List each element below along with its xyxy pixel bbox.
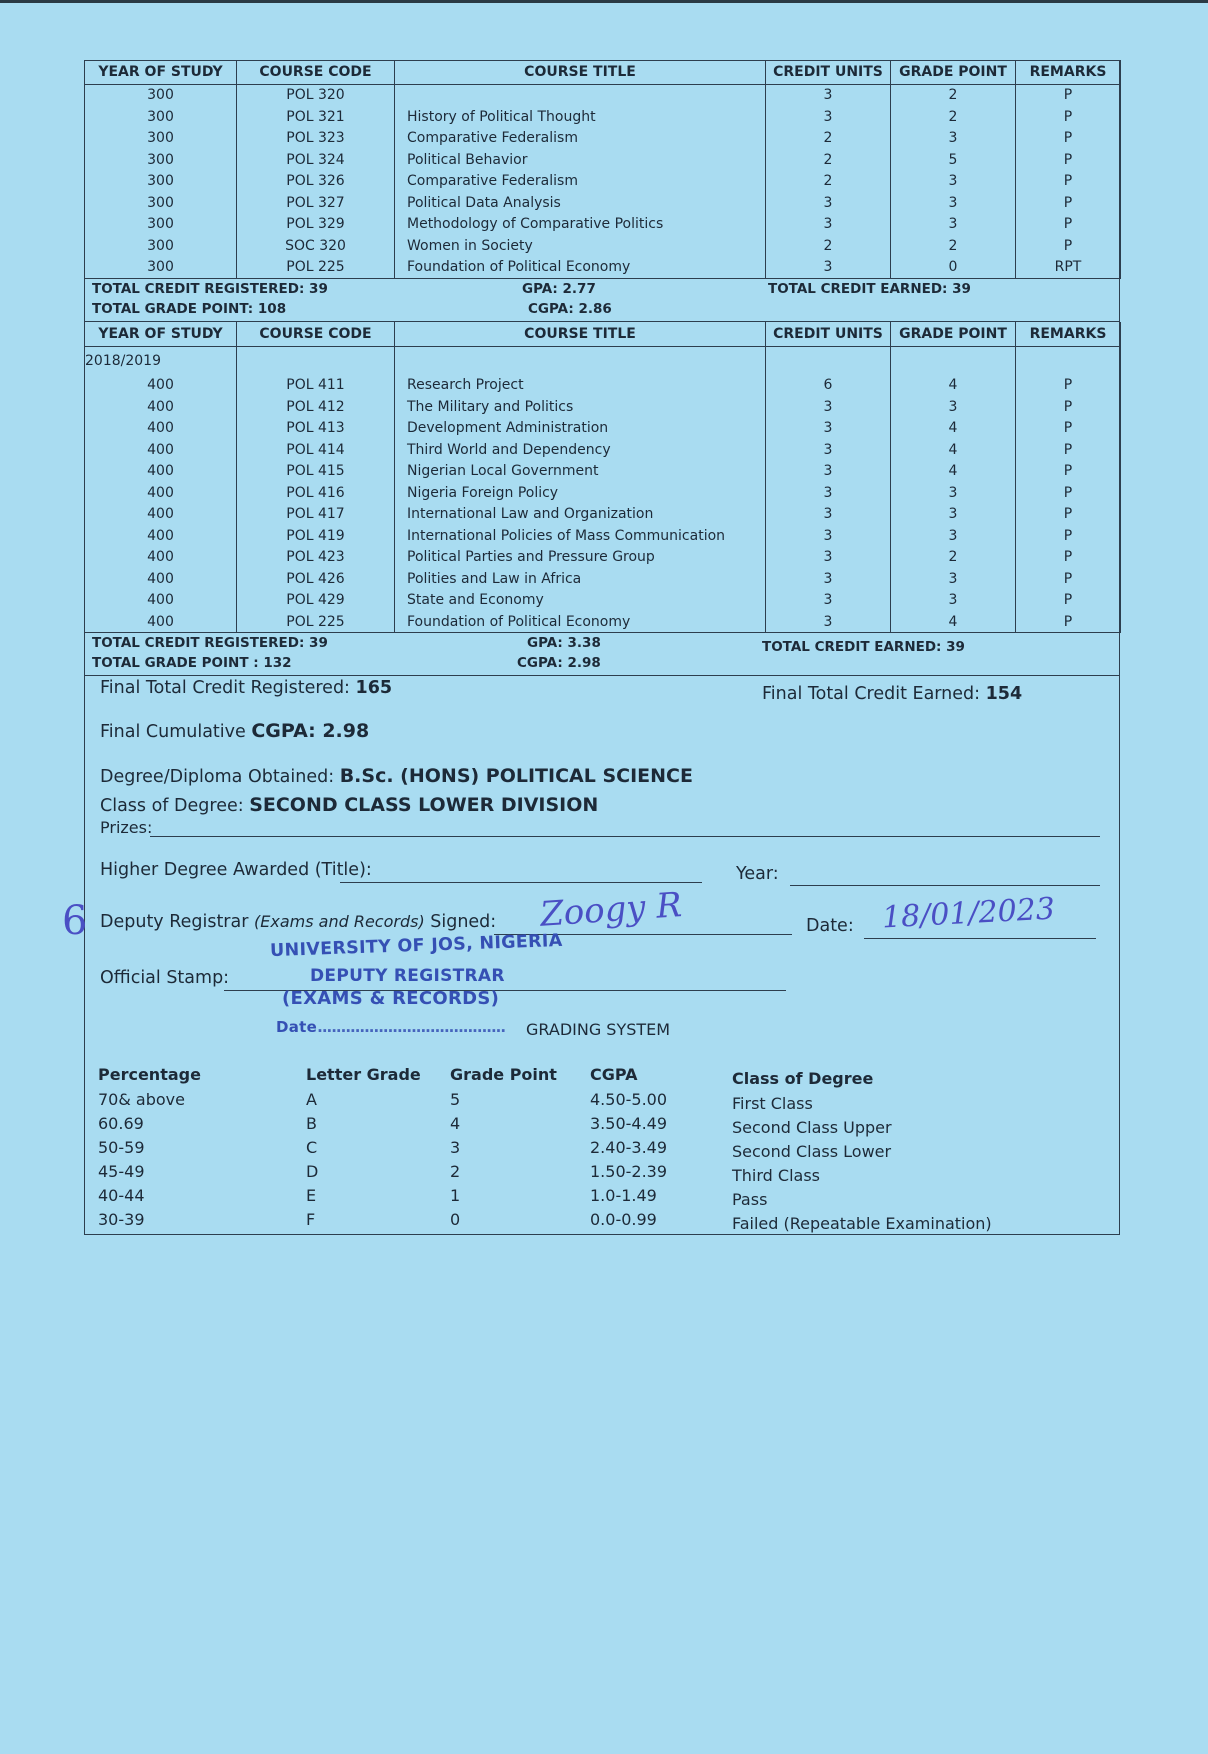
degree-obtained: Degree/Diploma Obtained: B.Sc. (HONS) POLITICAL SCIENCE [100,765,693,787]
course-title: The Military and Politics [395,397,766,419]
total-grade-point: TOTAL GRADE POINT: 108 [92,301,287,317]
total-credit-registered: TOTAL CREDIT REGISTERED: 39 [92,635,328,651]
course-row [85,440,1121,462]
course-title: Foundation of Political Economy [395,257,766,279]
remark: P [1016,612,1121,634]
course-title: International Law and Organization [395,504,766,526]
header-gp: GRADE POINT [891,322,1016,347]
course-row [85,214,1121,236]
grade-point: 2 [891,236,1016,258]
course-year: 400 [85,547,237,569]
total-credit-earned: TOTAL CREDIT EARNED: 39 [762,639,965,655]
grading-cell-class-of-degree: Failed (Repeatable Examination) [732,1214,992,1233]
final-credit-registered: Final Total Credit Registered: 165 [100,678,393,698]
course-year: 300 [85,193,237,215]
remark: P [1016,214,1121,236]
grade-point: 3 [891,193,1016,215]
grading-cell-percentage: 40-44 [98,1186,145,1205]
grade-point: 5 [891,150,1016,172]
grading-col-percentage [98,1062,201,1232]
course-year: 400 [85,440,237,462]
grading-cell-percentage: 70& above [98,1090,185,1109]
results-table-300-level [84,60,1121,279]
results-table-400-level [84,322,1121,633]
grading-header-percentage: Percentage [98,1065,201,1084]
header-title: COURSE TITLE [395,322,766,347]
course-year: 300 [85,171,237,193]
credit-units: 3 [766,504,891,526]
course-code: POL 329 [237,214,395,236]
course-year: 300 [85,107,237,129]
date-label: Date: [806,916,854,936]
grading-cell-cgpa-range: 1.50-2.39 [590,1162,668,1181]
grading-col-letter-grade [306,1062,421,1232]
grading-col-cgpa-range [590,1062,667,1232]
stamp-university: UNIVERSITY OF JOS, NIGERIA [269,930,563,962]
header-gp: GRADE POINT [891,60,1016,85]
course-code: POL 324 [237,150,395,172]
course-row [85,128,1121,150]
stamp-deputy-registrar: DEPUTY REGISTRAR [310,966,505,986]
course-title: Third World and Dependency [395,440,766,462]
course-row [85,171,1121,193]
session-row [85,347,1121,376]
grade-point: 2 [891,107,1016,129]
course-code: POL 414 [237,440,395,462]
total-credit-earned: TOTAL CREDIT EARNED: 39 [768,281,971,297]
header-units: CREDIT UNITS [766,60,891,85]
grading-cell-cgpa-range: 3.50-4.49 [590,1114,668,1133]
course-row [85,257,1121,279]
credit-units: 3 [766,526,891,548]
grade-point: 3 [891,483,1016,505]
credit-units: 3 [766,590,891,612]
grading-cell-cgpa-range: 1.0-1.49 [590,1186,657,1205]
course-year: 400 [85,526,237,548]
remark: P [1016,236,1121,258]
grading-cell-cgpa-range: 0.0-0.99 [590,1210,657,1229]
course-code: POL 321 [237,107,395,129]
registrar-label: Deputy Registrar (Exams and Records) Signed: [100,912,497,932]
course-title: History of Political Thought [395,107,766,129]
grading-cell-letter-grade: E [306,1186,317,1205]
course-year: 400 [85,418,237,440]
course-code: POL 225 [237,257,395,279]
credit-units: 3 [766,547,891,569]
course-code: POL 411 [237,375,395,397]
higher-degree-line [340,882,702,883]
remark: P [1016,440,1121,462]
course-code: POL 323 [237,128,395,150]
course-title: International Policies of Mass Communication [395,526,766,548]
prizes-label: Prizes: [100,818,153,837]
header-remarks: REMARKS [1016,60,1121,85]
grade-point: 0 [891,257,1016,279]
course-year: 300 [85,150,237,172]
credit-units: 2 [766,128,891,150]
credit-units: 3 [766,85,891,107]
final-credit-earned: Final Total Credit Earned: 154 [762,684,1023,704]
remark: P [1016,547,1121,569]
course-title: Research Project [395,375,766,397]
prizes-line [150,836,1100,837]
course-title: Foundation of Political Economy [395,612,766,634]
course-code: POL 326 [237,171,395,193]
course-code: POL 429 [237,590,395,612]
grading-cell-letter-grade: C [306,1138,318,1157]
grading-cell-percentage: 60.69 [98,1114,144,1133]
grading-cell-percentage: 30-39 [98,1210,145,1229]
cgpa: CGPA: 2.98 [517,655,601,671]
course-title: Political Data Analysis [395,193,766,215]
course-code: POL 412 [237,397,395,419]
course-title: Development Administration [395,418,766,440]
credit-units: 2 [766,236,891,258]
course-year: 400 [85,375,237,397]
grading-cell-grade-point: 0 [450,1210,461,1229]
course-title: Political Behavior [395,150,766,172]
course-year: 300 [85,236,237,258]
remark: P [1016,461,1121,483]
course-code: POL 320 [237,85,395,107]
table-header-row [85,322,1121,347]
course-year: 400 [85,461,237,483]
course-year: 300 [85,85,237,107]
table-header-row [85,60,1121,85]
remark: P [1016,171,1121,193]
course-year: 300 [85,128,237,150]
credit-units: 3 [766,440,891,462]
grade-point: 3 [891,504,1016,526]
header-year: YEAR OF STUDY [85,322,237,347]
remark: P [1016,107,1121,129]
margin-mark: 6 [62,898,88,944]
course-row [85,461,1121,483]
course-title: State and Economy [395,590,766,612]
course-year: 400 [85,483,237,505]
credit-units: 3 [766,193,891,215]
course-year: 400 [85,397,237,419]
grade-point: 2 [891,85,1016,107]
credit-units: 6 [766,375,891,397]
remark: P [1016,397,1121,419]
course-row [85,150,1121,172]
class-of-degree: Class of Degree: SECOND CLASS LOWER DIVISION [100,794,599,816]
remark: P [1016,504,1121,526]
grading-cell-letter-grade: A [306,1090,317,1109]
grade-point: 2 [891,547,1016,569]
grading-col-grade-point [450,1062,557,1232]
grading-cell-letter-grade: D [306,1162,319,1181]
grading-cell-grade-point: 1 [450,1186,461,1205]
remark: P [1016,193,1121,215]
course-title: Nigerian Local Government [395,461,766,483]
grading-cell-class-of-degree: Second Class Lower [732,1142,892,1161]
cgpa: CGPA: 2.86 [528,301,612,317]
header-code: COURSE CODE [237,322,395,347]
handwritten-date: 18/01/2023 [881,891,1056,936]
deputy-registrar-signature: Zoogy R [538,885,684,935]
course-title: Comparative Federalism [395,128,766,150]
course-code: POL 415 [237,461,395,483]
remark: RPT [1016,257,1121,279]
credit-units: 2 [766,150,891,172]
grade-point: 3 [891,397,1016,419]
grading-cell-cgpa-range: 2.40-3.49 [590,1138,668,1157]
course-code: POL 416 [237,483,395,505]
date-line [864,938,1096,939]
grade-point: 3 [891,171,1016,193]
grading-cell-percentage: 50-59 [98,1138,145,1157]
semester-summary-300 [84,278,1120,322]
course-year: 400 [85,504,237,526]
header-title: COURSE TITLE [395,60,766,85]
course-title [395,85,766,107]
grading-cell-percentage: 45-49 [98,1162,145,1181]
remark: P [1016,483,1121,505]
grade-point: 4 [891,461,1016,483]
grading-cell-class-of-degree: Pass [732,1190,768,1209]
course-year: 400 [85,612,237,634]
credit-units: 3 [766,257,891,279]
grade-point: 4 [891,418,1016,440]
grading-header-grade-point: Grade Point [450,1065,557,1084]
course-row [85,418,1121,440]
grade-point: 3 [891,214,1016,236]
gpa: GPA: 2.77 [522,281,596,297]
scan-edge [0,0,1208,3]
remark: P [1016,526,1121,548]
remark: P [1016,418,1121,440]
course-row [85,397,1121,419]
higher-degree-label: Higher Degree Awarded (Title): [100,860,372,880]
grading-bottom-border [84,1234,1120,1235]
course-code: POL 426 [237,569,395,591]
remark: P [1016,590,1121,612]
grade-point: 3 [891,526,1016,548]
grade-point: 4 [891,440,1016,462]
credit-units: 3 [766,418,891,440]
course-row [85,590,1121,612]
grading-cell-grade-point: 2 [450,1162,461,1181]
course-title: Political Parties and Pressure Group [395,547,766,569]
course-row [85,569,1121,591]
course-row [85,483,1121,505]
credit-units: 3 [766,461,891,483]
course-row [85,504,1121,526]
grading-col-class-of-degree [732,1066,992,1236]
credit-units: 3 [766,483,891,505]
course-row [85,547,1121,569]
semester-summary-400 [84,632,1120,676]
course-row [85,107,1121,129]
grading-cell-letter-grade: B [306,1114,317,1133]
final-cgpa: Final Cumulative CGPA: 2.98 [100,720,370,742]
header-year: YEAR OF STUDY [85,60,237,85]
grading-header-cgpa-range: CGPA [590,1065,638,1084]
remark: P [1016,375,1121,397]
stamp-exams-records: (EXAMS & RECORDS) [282,988,500,1009]
grading-cell-class-of-degree: Third Class [732,1166,820,1185]
course-row [85,526,1121,548]
grading-cell-grade-point: 3 [450,1138,461,1157]
course-code: SOC 320 [237,236,395,258]
course-row [85,375,1121,397]
course-year: 300 [85,214,237,236]
course-year: 400 [85,569,237,591]
course-title: Nigeria Foreign Policy [395,483,766,505]
remark: P [1016,150,1121,172]
course-row [85,85,1121,107]
course-code: POL 327 [237,193,395,215]
grade-point: 3 [891,569,1016,591]
grade-point: 4 [891,375,1016,397]
total-credit-registered: TOTAL CREDIT REGISTERED: 39 [92,281,328,297]
remark: P [1016,569,1121,591]
credit-units: 3 [766,214,891,236]
credit-units: 3 [766,569,891,591]
remark: P [1016,128,1121,150]
course-code: POL 413 [237,418,395,440]
gpa: GPA: 3.38 [527,635,601,651]
total-grade-point: TOTAL GRADE POINT : 132 [92,655,292,671]
course-code: POL 417 [237,504,395,526]
course-row [85,193,1121,215]
grading-cell-letter-grade: F [306,1210,316,1229]
official-stamp-label: Official Stamp: [100,968,230,988]
course-code: POL 423 [237,547,395,569]
header-units: CREDIT UNITS [766,322,891,347]
grading-cell-class-of-degree: First Class [732,1094,813,1113]
stamp-date: Date........................................ [276,1018,506,1036]
grade-point: 3 [891,128,1016,150]
credit-units: 3 [766,612,891,634]
grading-cell-class-of-degree: Second Class Upper [732,1118,892,1137]
session-label: 2018/2019 [85,347,237,376]
grading-cell-grade-point: 4 [450,1114,461,1133]
course-year: 400 [85,590,237,612]
header-code: COURSE CODE [237,60,395,85]
year-line [790,885,1100,886]
grading-header-letter-grade: Letter Grade [306,1065,421,1084]
course-row [85,236,1121,258]
course-title: Methodology of Comparative Politics [395,214,766,236]
course-year: 300 [85,257,237,279]
credit-units: 3 [766,107,891,129]
course-code: POL 225 [237,612,395,634]
course-row [85,612,1121,634]
credit-units: 3 [766,397,891,419]
header-remarks: REMARKS [1016,322,1121,347]
credit-units: 2 [766,171,891,193]
grading-system-title: GRADING SYSTEM [526,1020,671,1039]
course-code: POL 419 [237,526,395,548]
course-title: Women in Society [395,236,766,258]
grading-cell-grade-point: 5 [450,1090,461,1109]
grading-header-class-of-degree: Class of Degree [732,1069,874,1088]
grade-point: 3 [891,590,1016,612]
year-label: Year: [736,864,779,884]
course-title: Polities and Law in Africa [395,569,766,591]
course-title: Comparative Federalism [395,171,766,193]
grade-point: 4 [891,612,1016,634]
remark: P [1016,85,1121,107]
grading-cell-cgpa-range: 4.50-5.00 [590,1090,668,1109]
